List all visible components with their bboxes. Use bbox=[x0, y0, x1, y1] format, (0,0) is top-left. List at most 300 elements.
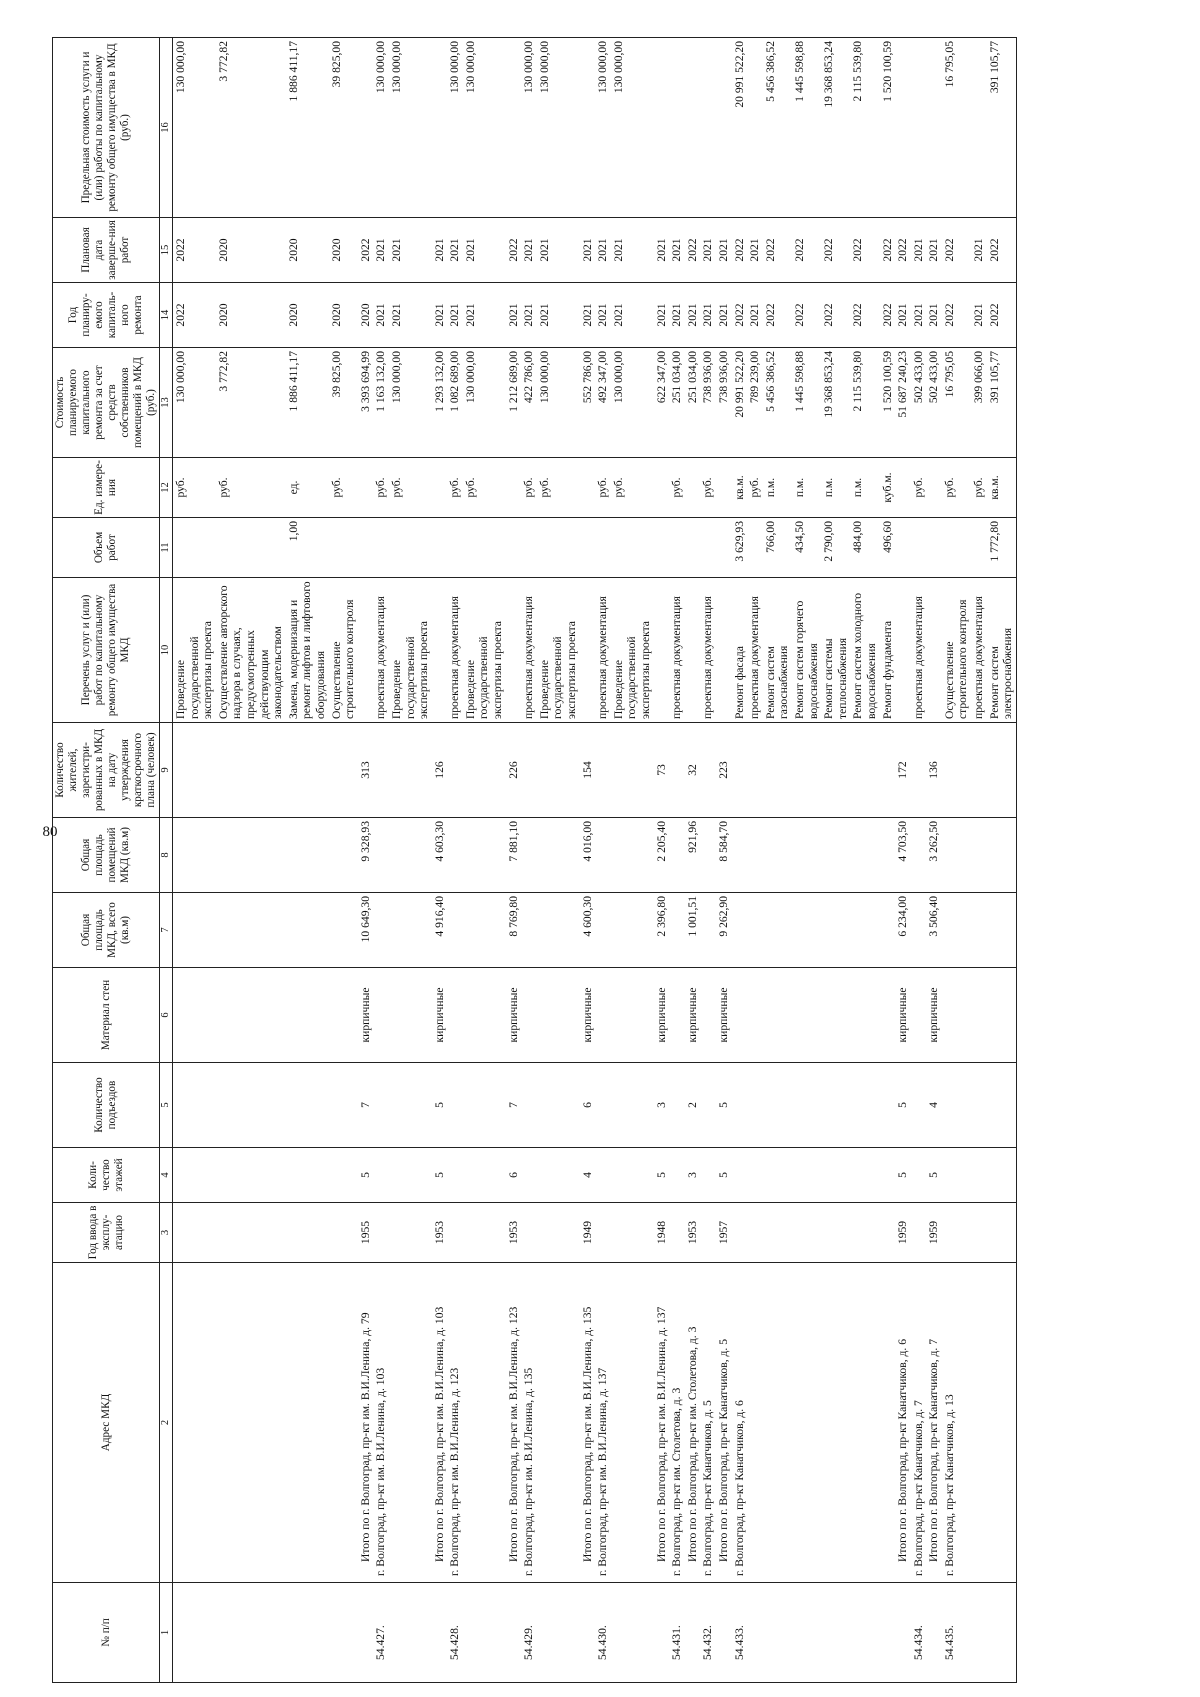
cell-max-cost bbox=[700, 38, 716, 218]
cell-total-area bbox=[537, 893, 580, 968]
cell-work-volume bbox=[926, 518, 942, 578]
cell-row-number bbox=[987, 1583, 1017, 1683]
header-row bbox=[53, 38, 160, 1683]
cell-completion-date: 2021 bbox=[654, 218, 670, 283]
cell-unit bbox=[895, 458, 911, 518]
cell-unit bbox=[432, 458, 448, 518]
cell-owner-cost: 552 786,00 bbox=[580, 348, 596, 458]
cell-total-area bbox=[216, 893, 286, 968]
cell-completion-date: 2022 bbox=[685, 218, 701, 283]
cell-address: Итого по г. Волгоград, пр-кт Канатчиков, д. 6 bbox=[895, 1263, 911, 1583]
cell-entrances bbox=[373, 1063, 389, 1148]
cell-wall-material bbox=[747, 968, 763, 1063]
cell-total-area bbox=[595, 893, 611, 968]
cell-floors: 6 bbox=[506, 1148, 522, 1203]
cell-entrances bbox=[216, 1063, 286, 1148]
cell-max-cost bbox=[747, 38, 763, 218]
cell-total-area bbox=[521, 893, 537, 968]
cell-address: Итого по г. Волгоград, пр-кт Канатчиков, д. 5 bbox=[716, 1263, 732, 1583]
cell-repair-year: 2020 bbox=[286, 283, 329, 348]
cell-total-area bbox=[173, 893, 216, 968]
cell-owner-cost: 51 687 240,23 bbox=[895, 348, 911, 458]
cell-year-built: 1949 bbox=[580, 1203, 596, 1263]
cell-floors bbox=[611, 1148, 654, 1203]
cell-residents: 126 bbox=[432, 723, 448, 818]
cell-year-built bbox=[447, 1203, 463, 1263]
header-cell: Объем работ bbox=[53, 518, 160, 578]
cell-work-type: Проведение государственной экспертизы проекта bbox=[611, 578, 654, 723]
cell-unit: руб. bbox=[329, 458, 358, 518]
cell-work-volume bbox=[611, 518, 654, 578]
cell-row-number bbox=[506, 1583, 522, 1683]
cell-row-number bbox=[432, 1583, 448, 1683]
cell-max-cost: 130 000,00 bbox=[173, 38, 216, 218]
table-row bbox=[537, 38, 580, 1683]
cell-completion-date: 2021 bbox=[463, 218, 506, 283]
cell-floors bbox=[987, 1148, 1017, 1203]
cell-work-volume bbox=[216, 518, 286, 578]
cell-residents bbox=[173, 723, 216, 818]
cell-total-area bbox=[850, 893, 879, 968]
cell-max-cost bbox=[895, 38, 911, 218]
cell-completion-date: 2020 bbox=[286, 218, 329, 283]
cell-floors bbox=[971, 1148, 987, 1203]
cell-work-volume bbox=[373, 518, 389, 578]
column-number: 2 bbox=[160, 1263, 173, 1583]
cell-residents: 32 bbox=[685, 723, 701, 818]
header-cell: Плановая дата заверше-ния работ bbox=[53, 218, 160, 283]
cell-repair-year: 2022 bbox=[173, 283, 216, 348]
cell-owner-cost: 130 000,00 bbox=[173, 348, 216, 458]
cell-year-built bbox=[850, 1203, 879, 1263]
cell-residents bbox=[447, 723, 463, 818]
cell-entrances bbox=[850, 1063, 879, 1148]
cell-repair-year: 2021 bbox=[389, 283, 432, 348]
cell-max-cost: 1 886 411,17 bbox=[286, 38, 329, 218]
cell-wall-material bbox=[850, 968, 879, 1063]
cell-floors: 5 bbox=[926, 1148, 942, 1203]
cell-unit: п.м. bbox=[850, 458, 879, 518]
cell-repair-year: 2020 bbox=[216, 283, 286, 348]
cell-repair-year: 2021 bbox=[432, 283, 448, 348]
cell-work-type bbox=[926, 578, 942, 723]
cell-work-volume bbox=[521, 518, 537, 578]
cell-floors bbox=[447, 1148, 463, 1203]
table-row bbox=[821, 38, 850, 1683]
cell-unit: ед. bbox=[286, 458, 329, 518]
cell-repair-year: 2021 bbox=[447, 283, 463, 348]
cell-address: Итого по г. Волгоград, пр-кт им. В.И.Ленина, д. 135 bbox=[580, 1263, 596, 1583]
cell-completion-date: 2021 bbox=[747, 218, 763, 283]
cell-address bbox=[850, 1263, 879, 1583]
cell-premises-area bbox=[942, 818, 971, 893]
table-row bbox=[942, 38, 971, 1683]
cell-total-area bbox=[911, 893, 927, 968]
cell-completion-date: 2021 bbox=[595, 218, 611, 283]
cell-work-volume bbox=[447, 518, 463, 578]
cell-unit: руб. bbox=[942, 458, 971, 518]
cell-floors: 4 bbox=[580, 1148, 596, 1203]
cell-row-number bbox=[716, 1583, 732, 1683]
cell-wall-material bbox=[911, 968, 927, 1063]
cell-floors bbox=[521, 1148, 537, 1203]
cell-residents bbox=[763, 723, 792, 818]
cell-owner-cost: 1 445 598,88 bbox=[792, 348, 821, 458]
cell-total-area: 2 396,80 bbox=[654, 893, 670, 968]
cell-entrances: 5 bbox=[895, 1063, 911, 1148]
cell-work-volume bbox=[669, 518, 685, 578]
cell-completion-date: 2021 bbox=[389, 218, 432, 283]
cell-completion-date: 2022 bbox=[792, 218, 821, 283]
cell-entrances: 4 bbox=[926, 1063, 942, 1148]
cell-work-volume bbox=[329, 518, 358, 578]
cell-residents bbox=[521, 723, 537, 818]
cell-residents bbox=[537, 723, 580, 818]
header-cell: Ед. измере-ния bbox=[53, 458, 160, 518]
cell-address bbox=[987, 1263, 1017, 1583]
cell-unit bbox=[358, 458, 374, 518]
cell-max-cost bbox=[971, 38, 987, 218]
cell-total-area: 4 916,40 bbox=[432, 893, 448, 968]
cell-repair-year: 2021 bbox=[669, 283, 685, 348]
cell-address bbox=[763, 1263, 792, 1583]
header-cell: Общая площадь МКД, всего (кв.м) bbox=[53, 893, 160, 968]
cell-address bbox=[537, 1263, 580, 1583]
cell-max-cost: 391 105,77 bbox=[987, 38, 1017, 218]
cell-entrances: 5 bbox=[716, 1063, 732, 1148]
cell-address bbox=[611, 1263, 654, 1583]
cell-work-volume bbox=[654, 518, 670, 578]
cell-owner-cost: 1 212 689,00 bbox=[506, 348, 522, 458]
cell-total-area bbox=[732, 893, 748, 968]
cell-address: Итого по г. Волгоград, пр-кт им. В.И.Ленина, д. 137 bbox=[654, 1263, 670, 1583]
cell-total-area bbox=[880, 893, 896, 968]
cell-work-type: проектная документация bbox=[911, 578, 927, 723]
cell-year-built bbox=[373, 1203, 389, 1263]
cell-unit: кв.м. bbox=[987, 458, 1017, 518]
cell-floors bbox=[880, 1148, 896, 1203]
cell-unit bbox=[654, 458, 670, 518]
cell-wall-material bbox=[880, 968, 896, 1063]
cell-repair-year: 2021 bbox=[506, 283, 522, 348]
cell-wall-material bbox=[173, 968, 216, 1063]
cell-year-built: 1953 bbox=[432, 1203, 448, 1263]
cell-total-area: 4 600,30 bbox=[580, 893, 596, 968]
cell-work-volume bbox=[595, 518, 611, 578]
cell-entrances bbox=[792, 1063, 821, 1148]
cell-entrances bbox=[537, 1063, 580, 1148]
cell-total-area bbox=[821, 893, 850, 968]
cell-year-built: 1957 bbox=[716, 1203, 732, 1263]
cell-row-number bbox=[792, 1583, 821, 1683]
cell-wall-material bbox=[987, 968, 1017, 1063]
header-cell: Стоимость планируемого капитального ремонта за счет средств собственников помещений в МКД (руб.) bbox=[53, 348, 160, 458]
cell-address: Итого по г. Волгоград, пр-кт им. В.И.Ленина, д. 103 bbox=[432, 1263, 448, 1583]
cell-address: г. Волгоград, пр-кт Канатчиков, д. 5 bbox=[700, 1263, 716, 1583]
cell-owner-cost: 1 293 132,00 bbox=[432, 348, 448, 458]
cell-max-cost: 3 772,82 bbox=[216, 38, 286, 218]
header-cell: Предельная стоимость услуги и (или) работы по капитальному ремонту общего имущества в МКД (руб.) bbox=[53, 38, 160, 218]
cell-premises-area bbox=[463, 818, 506, 893]
cell-repair-year: 2021 bbox=[537, 283, 580, 348]
cell-completion-date: 2021 bbox=[716, 218, 732, 283]
cell-row-number: 54.427. bbox=[373, 1583, 389, 1683]
cell-address bbox=[286, 1263, 329, 1583]
cell-max-cost: 2 115 539,80 bbox=[850, 38, 879, 218]
cell-owner-cost: 5 456 386,52 bbox=[763, 348, 792, 458]
cell-row-number bbox=[173, 1583, 216, 1683]
cell-work-type bbox=[358, 578, 374, 723]
cell-entrances: 7 bbox=[358, 1063, 374, 1148]
cell-residents: 154 bbox=[580, 723, 596, 818]
cell-year-built bbox=[942, 1203, 971, 1263]
cell-total-area bbox=[329, 893, 358, 968]
cell-floors bbox=[389, 1148, 432, 1203]
cell-max-cost: 130 000,00 bbox=[537, 38, 580, 218]
cell-wall-material: кирпичные bbox=[580, 968, 596, 1063]
cell-owner-cost: 738 936,00 bbox=[700, 348, 716, 458]
cell-repair-year: 2021 bbox=[716, 283, 732, 348]
cell-work-type: Проведение государственной экспертизы проекта bbox=[537, 578, 580, 723]
cell-max-cost: 20 991 522,20 bbox=[732, 38, 748, 218]
cell-unit: руб. bbox=[173, 458, 216, 518]
cell-completion-date: 2021 bbox=[971, 218, 987, 283]
cell-entrances bbox=[971, 1063, 987, 1148]
column-number: 10 bbox=[160, 578, 173, 723]
cell-wall-material bbox=[373, 968, 389, 1063]
cell-premises-area bbox=[389, 818, 432, 893]
cell-total-area bbox=[763, 893, 792, 968]
column-number: 13 bbox=[160, 348, 173, 458]
cell-floors bbox=[747, 1148, 763, 1203]
cell-work-type bbox=[685, 578, 701, 723]
cell-year-built bbox=[700, 1203, 716, 1263]
cell-premises-area bbox=[286, 818, 329, 893]
cell-owner-cost: 789 239,00 bbox=[747, 348, 763, 458]
cell-year-built bbox=[521, 1203, 537, 1263]
cell-row-number bbox=[685, 1583, 701, 1683]
cell-work-type bbox=[580, 578, 596, 723]
cell-year-built bbox=[987, 1203, 1017, 1263]
cell-work-type: проектная документация bbox=[521, 578, 537, 723]
cell-floors bbox=[173, 1148, 216, 1203]
cell-address: г. Волгоград, пр-кт им. В.И.Ленина, д. 103 bbox=[373, 1263, 389, 1583]
cell-owner-cost: 422 786,00 bbox=[521, 348, 537, 458]
cell-year-built bbox=[286, 1203, 329, 1263]
cell-work-type: Ремонт фундамента bbox=[880, 578, 896, 723]
cell-completion-date: 2021 bbox=[926, 218, 942, 283]
cell-address: г. Волгоград, пр-кт им. В.И.Ленина, д. 137 bbox=[595, 1263, 611, 1583]
cell-unit: п.м. bbox=[821, 458, 850, 518]
cell-completion-date: 2021 bbox=[447, 218, 463, 283]
cell-work-type: Осуществление строительного контроля bbox=[329, 578, 358, 723]
cell-work-type: проектная документация bbox=[447, 578, 463, 723]
cell-work-volume: 766,00 bbox=[763, 518, 792, 578]
cell-repair-year: 2022 bbox=[987, 283, 1017, 348]
cell-wall-material bbox=[389, 968, 432, 1063]
cell-unit: руб. bbox=[971, 458, 987, 518]
cell-entrances bbox=[286, 1063, 329, 1148]
cell-entrances bbox=[389, 1063, 432, 1148]
header-cell: Материал стен bbox=[53, 968, 160, 1063]
cell-total-area: 1 001,51 bbox=[685, 893, 701, 968]
cell-row-number bbox=[926, 1583, 942, 1683]
cell-wall-material bbox=[971, 968, 987, 1063]
cell-unit bbox=[716, 458, 732, 518]
cell-max-cost: 130 000,00 bbox=[595, 38, 611, 218]
cell-total-area: 8 769,80 bbox=[506, 893, 522, 968]
cell-row-number bbox=[537, 1583, 580, 1683]
cell-total-area bbox=[971, 893, 987, 968]
cell-unit: руб. bbox=[911, 458, 927, 518]
cell-address: г. Волгоград, пр-кт Канатчиков, д. 13 bbox=[942, 1263, 971, 1583]
cell-row-number: 54.434. bbox=[911, 1583, 927, 1683]
cell-entrances bbox=[763, 1063, 792, 1148]
cell-owner-cost: 1 520 100,59 bbox=[880, 348, 896, 458]
cell-premises-area bbox=[537, 818, 580, 893]
cell-year-built bbox=[669, 1203, 685, 1263]
cell-floors bbox=[850, 1148, 879, 1203]
cell-row-number: 54.433. bbox=[732, 1583, 748, 1683]
cell-repair-year: 2021 bbox=[373, 283, 389, 348]
cell-residents bbox=[463, 723, 506, 818]
cell-entrances bbox=[463, 1063, 506, 1148]
cell-wall-material: кирпичные bbox=[685, 968, 701, 1063]
cell-max-cost: 5 456 386,52 bbox=[763, 38, 792, 218]
cell-address: Итого по г. Волгоград, пр-кт им. В.И.Ленина, д. 123 bbox=[506, 1263, 522, 1583]
cell-residents bbox=[850, 723, 879, 818]
cell-completion-date: 2022 bbox=[732, 218, 748, 283]
cell-address bbox=[463, 1263, 506, 1583]
cell-owner-cost: 502 433,00 bbox=[926, 348, 942, 458]
cell-unit: кв.м. bbox=[732, 458, 748, 518]
table-row bbox=[763, 38, 792, 1683]
cell-work-volume bbox=[911, 518, 927, 578]
cell-total-area: 3 506,40 bbox=[926, 893, 942, 968]
cell-entrances: 2 bbox=[685, 1063, 701, 1148]
cell-work-volume bbox=[971, 518, 987, 578]
rotated-page bbox=[52, 38, 1197, 1683]
cell-repair-year: 2021 bbox=[926, 283, 942, 348]
cell-wall-material bbox=[216, 968, 286, 1063]
cell-year-built: 1953 bbox=[506, 1203, 522, 1263]
cell-year-built: 1948 bbox=[654, 1203, 670, 1263]
cell-premises-area bbox=[447, 818, 463, 893]
cell-work-volume bbox=[432, 518, 448, 578]
table-row bbox=[911, 38, 927, 1683]
column-number: 14 bbox=[160, 283, 173, 348]
cell-owner-cost: 39 825,00 bbox=[329, 348, 358, 458]
cell-address bbox=[216, 1263, 286, 1583]
cell-row-number: 54.435. bbox=[942, 1583, 971, 1683]
cell-wall-material bbox=[763, 968, 792, 1063]
cell-completion-date: 2021 bbox=[580, 218, 596, 283]
header-cell: Адрес МКД bbox=[53, 1263, 160, 1583]
column-number: 1 bbox=[160, 1583, 173, 1683]
cell-floors bbox=[463, 1148, 506, 1203]
cell-unit: п.м. bbox=[792, 458, 821, 518]
cell-work-volume: 1 772,80 bbox=[987, 518, 1017, 578]
cell-residents bbox=[373, 723, 389, 818]
cell-repair-year: 2021 bbox=[971, 283, 987, 348]
cell-address: Итого по г. Волгоград, пр-кт им. Столетова, д. 3 bbox=[685, 1263, 701, 1583]
cell-entrances bbox=[880, 1063, 896, 1148]
cell-premises-area: 7 881,10 bbox=[506, 818, 522, 893]
cell-residents: 136 bbox=[926, 723, 942, 818]
cell-row-number bbox=[821, 1583, 850, 1683]
cell-floors: 5 bbox=[432, 1148, 448, 1203]
cell-residents bbox=[747, 723, 763, 818]
cell-work-volume bbox=[716, 518, 732, 578]
cell-wall-material bbox=[447, 968, 463, 1063]
table-row bbox=[373, 38, 389, 1683]
table-row bbox=[595, 38, 611, 1683]
cell-row-number bbox=[747, 1583, 763, 1683]
cell-max-cost bbox=[654, 38, 670, 218]
header-cell: Количество жителей, зарегистри-рованных в МКД на дату утверждения краткосрочного плана (человек) bbox=[53, 723, 160, 818]
cell-residents: 226 bbox=[506, 723, 522, 818]
cell-work-type bbox=[654, 578, 670, 723]
cell-max-cost bbox=[506, 38, 522, 218]
cell-completion-date: 2022 bbox=[358, 218, 374, 283]
cell-premises-area: 4 603,30 bbox=[432, 818, 448, 893]
cell-row-number bbox=[895, 1583, 911, 1683]
cell-year-built bbox=[821, 1203, 850, 1263]
cell-row-number: 54.431. bbox=[669, 1583, 685, 1683]
cell-floors bbox=[537, 1148, 580, 1203]
cell-max-cost: 16 795,05 bbox=[942, 38, 971, 218]
header-cell: Год планиру-емого капиталь-ного ремонта bbox=[53, 283, 160, 348]
cell-max-cost: 130 000,00 bbox=[389, 38, 432, 218]
cell-owner-cost: 1 886 411,17 bbox=[286, 348, 329, 458]
cell-unit: руб. bbox=[521, 458, 537, 518]
cell-address: Итого по г. Волгоград, пр-кт им. В.И.Ленина, д. 79 bbox=[358, 1263, 374, 1583]
cell-year-built bbox=[763, 1203, 792, 1263]
cell-work-volume bbox=[506, 518, 522, 578]
cell-wall-material bbox=[732, 968, 748, 1063]
capital-repair-table bbox=[52, 37, 1017, 1683]
cell-premises-area bbox=[173, 818, 216, 893]
cell-entrances bbox=[747, 1063, 763, 1148]
column-number: 9 bbox=[160, 723, 173, 818]
cell-owner-cost: 16 795,05 bbox=[942, 348, 971, 458]
cell-premises-area: 921,96 bbox=[685, 818, 701, 893]
cell-premises-area: 2 205,40 bbox=[654, 818, 670, 893]
page-number: 80 bbox=[42, 824, 58, 840]
cell-max-cost: 1 520 100,59 bbox=[880, 38, 896, 218]
cell-max-cost bbox=[911, 38, 927, 218]
cell-year-built bbox=[173, 1203, 216, 1263]
cell-unit bbox=[580, 458, 596, 518]
cell-unit: руб. bbox=[611, 458, 654, 518]
cell-owner-cost: 130 000,00 bbox=[611, 348, 654, 458]
header-cell: Коли-чество этажей bbox=[53, 1148, 160, 1203]
cell-year-built: 1959 bbox=[895, 1203, 911, 1263]
cell-repair-year: 2022 bbox=[821, 283, 850, 348]
cell-work-type: Осуществление строительного контроля bbox=[942, 578, 971, 723]
cell-total-area bbox=[942, 893, 971, 968]
cell-work-volume bbox=[389, 518, 432, 578]
cell-owner-cost: 251 034,00 bbox=[669, 348, 685, 458]
cell-address: г. Волгоград, пр-кт им. В.И.Ленина, д. 135 bbox=[521, 1263, 537, 1583]
cell-repair-year: 2021 bbox=[611, 283, 654, 348]
table-row bbox=[971, 38, 987, 1683]
cell-owner-cost: 251 034,00 bbox=[685, 348, 701, 458]
cell-address bbox=[389, 1263, 432, 1583]
column-number-row bbox=[160, 38, 173, 1683]
cell-work-volume bbox=[537, 518, 580, 578]
cell-unit: руб. bbox=[669, 458, 685, 518]
